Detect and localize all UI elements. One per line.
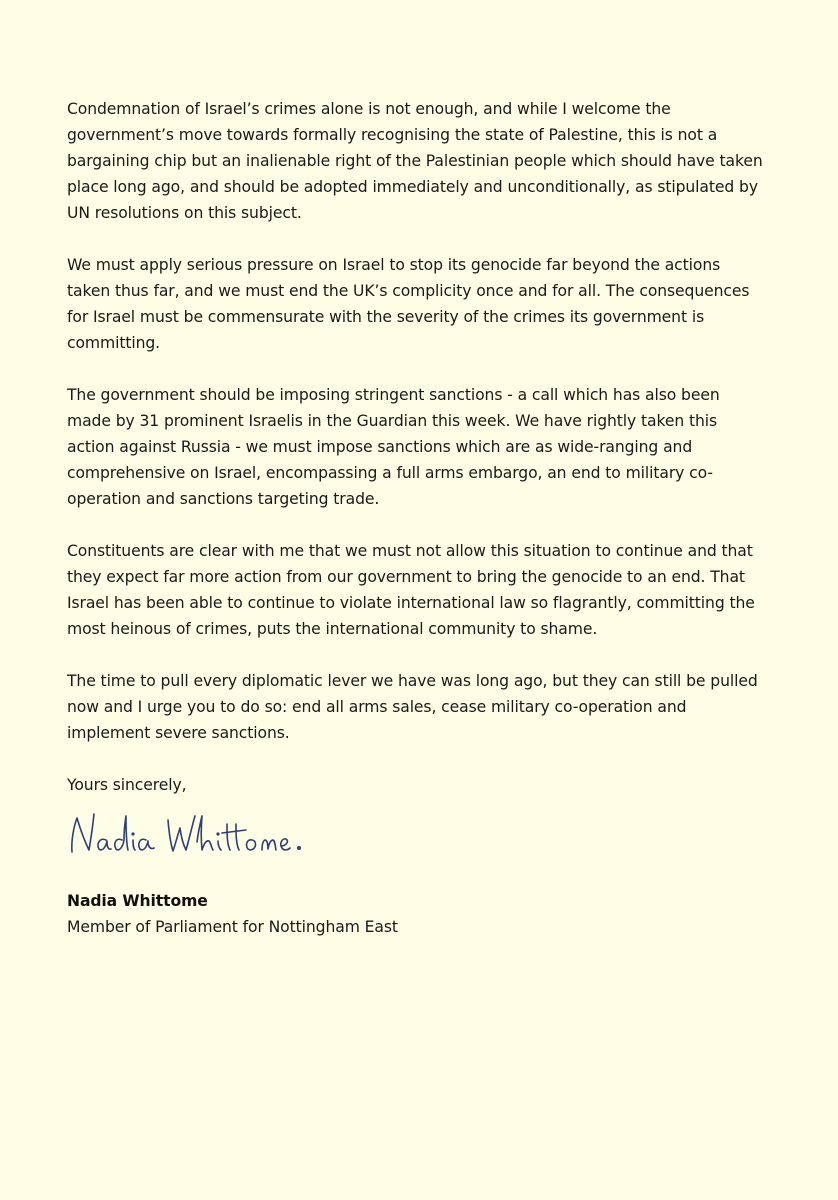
letter-body [67,96,767,824]
paragraph-constituents: Constituents are clear with me that we must not allow this situation to continue and that they expect far more action from our government to bring the genocide to an end. That Israel has been able to continue to violate international law so flagrantly, committing the most heinous of crimes, puts the international community to shame. [67,542,755,638]
paragraph-sanctions: The government should be imposing stringent sanctions - a call which has also been made by 31 prominent Israelis in the Guardian this week. We have rightly taken this action against Russia - we must impose sanctions which are as wide-ranging and comprehensive on Israel, encompassing a full arms embargo, an end to military co-operation and sanctions targeting trade. [67,386,720,508]
paragraph-diplomatic-lever: The time to pull every diplomatic lever we have was long ago, but they can still be pulled now and I urge you to do so: end all arms sales, cease military co-operation and implement severe sanctions. [67,672,758,742]
closing-salutation: Yours sincerely, [67,776,187,794]
paragraph-recognition: Condemnation of Israel’s crimes alone is not enough, and while I welcome the government’s move towards formally recognising the state of Palestine, this is not a bargaining chip but an inalienable right of the Palestinian people which should have taken place long ago, and should be adopted immediately and unconditionally, as stipulated by UN resolutions on this subject. [67,100,763,222]
signatory-title: Member of Parliament for Nottingham East [67,918,398,936]
signatory-name: Nadia Whittome [67,892,208,910]
handwritten-signature [66,806,316,870]
paragraph-pressure: We must apply serious pressure on Israel to stop its genocide far beyond the actions taken thus far, and we must end the UK’s complicity once and for all. The consequences for Israel must be commensurate with the severity of the crimes its government is committing. [67,256,750,352]
signature-block [67,888,398,940]
